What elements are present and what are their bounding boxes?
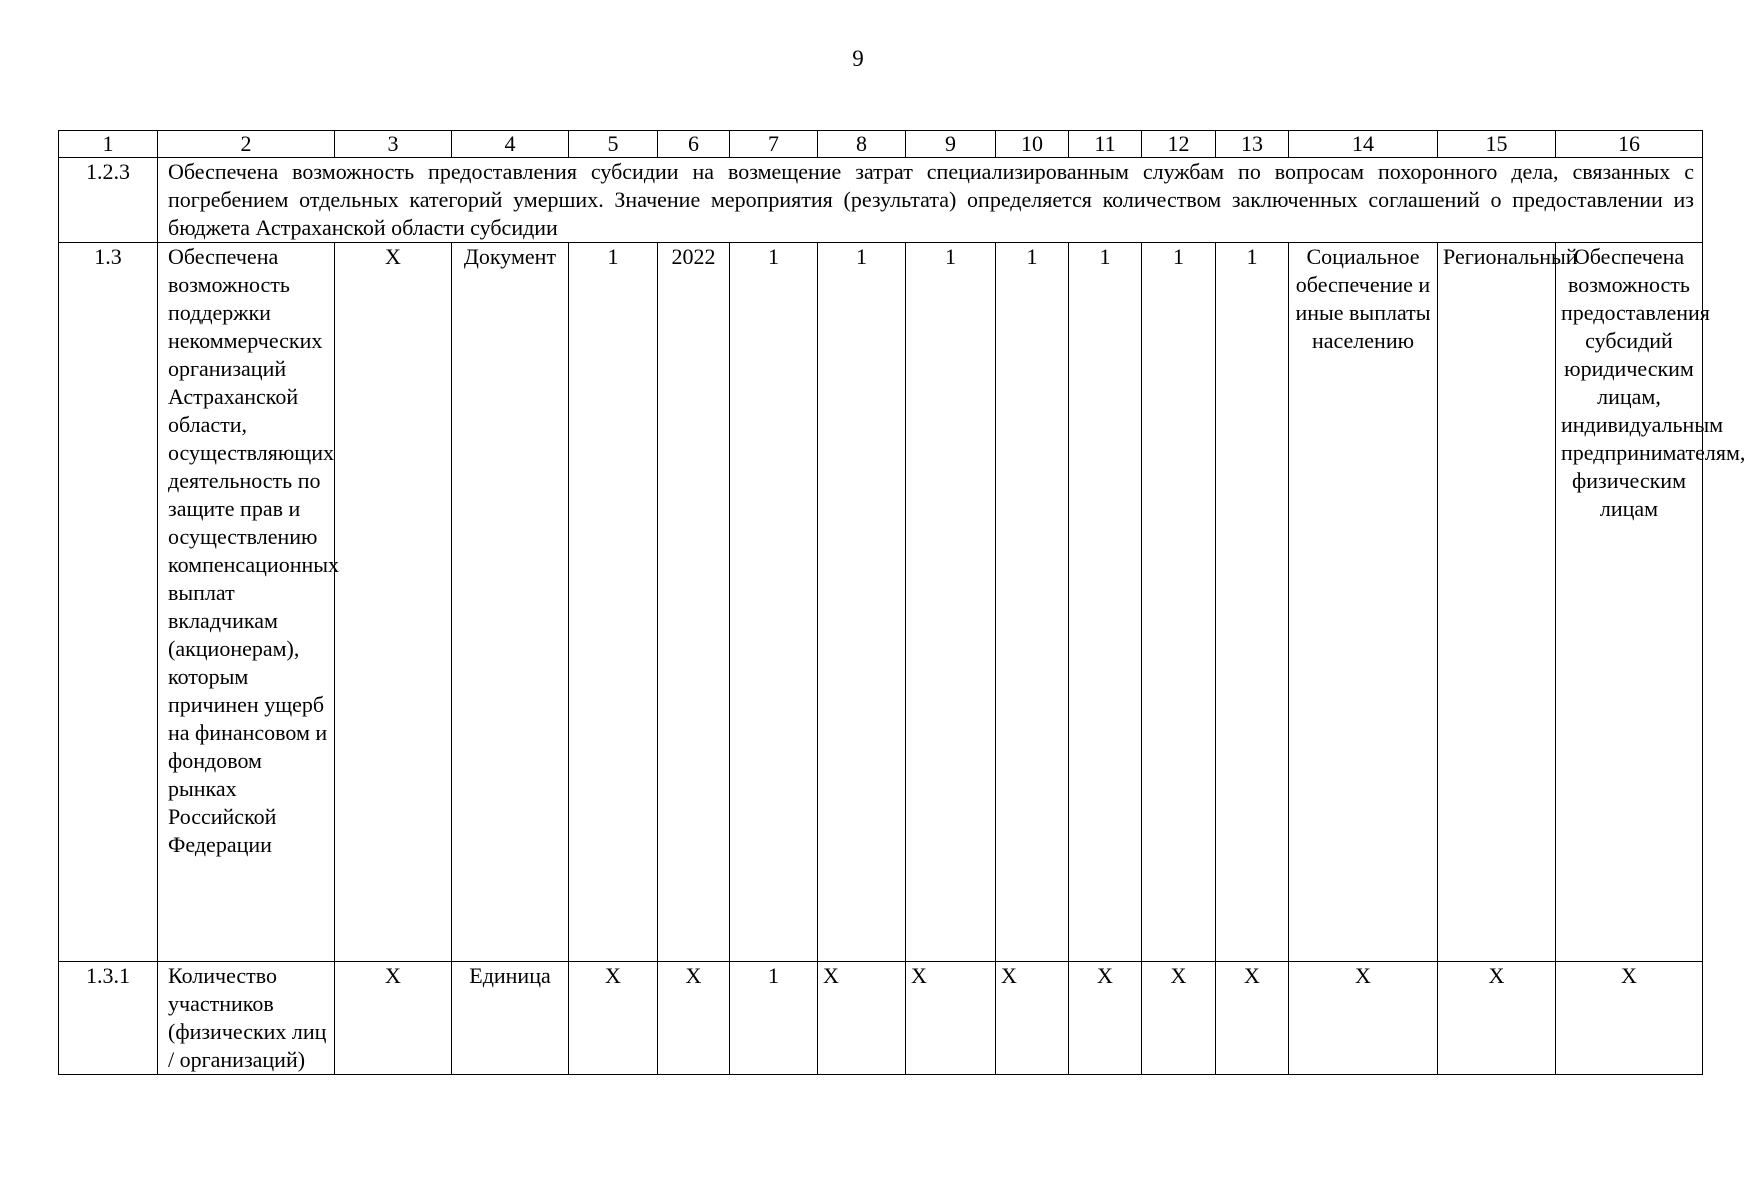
row-number: 1.3.1	[59, 962, 158, 1075]
unit-cell: Документ	[452, 243, 569, 962]
header-cell: 6	[658, 131, 730, 158]
level-cell: Региональный	[1438, 243, 1556, 962]
cell-col-12: 1	[1142, 243, 1216, 962]
cell-col-6: X	[658, 962, 730, 1075]
header-cell: 7	[730, 131, 818, 158]
header-cell: 12	[1142, 131, 1216, 158]
cell-col-7: 1	[730, 243, 818, 962]
cell-col-5: 1	[569, 243, 658, 962]
result-description-cell: Обеспечена возможность предоставления субсидий юридическим лицам, индивидуальным предпринимателям, физическим лицам	[1556, 243, 1703, 962]
header-cell: 2	[158, 131, 335, 158]
header-row	[59, 131, 1703, 158]
header-cell: 16	[1556, 131, 1703, 158]
cell-col-13: X	[1216, 962, 1289, 1075]
cell-col-10: 1	[996, 243, 1069, 962]
cell-col-5: X	[569, 962, 658, 1075]
measures-table	[58, 130, 1745, 1075]
cell-col-9: X	[906, 962, 996, 1075]
cell-col-15: X	[1438, 962, 1556, 1075]
header-cell: 1	[59, 131, 158, 158]
table-row-1-3	[59, 243, 1703, 962]
header-cell: 8	[818, 131, 906, 158]
header-cell: 4	[452, 131, 569, 158]
header-cell: 11	[1069, 131, 1142, 158]
cell-col-16: X	[1556, 962, 1703, 1075]
row-number: 1.2.3	[59, 158, 158, 243]
cell-col-11: 1	[1069, 243, 1142, 962]
year-cell: 2022	[658, 243, 730, 962]
cell-col-9: 1	[906, 243, 996, 962]
header-cell: 5	[569, 131, 658, 158]
header-cell: 3	[335, 131, 452, 158]
cell-col-14: X	[1289, 962, 1438, 1075]
cell-col-3: X	[335, 243, 452, 962]
header-cell: 9	[906, 131, 996, 158]
header-cell: 15	[1438, 131, 1556, 158]
cell-col-8: X	[818, 962, 906, 1075]
header-cell: 10	[996, 131, 1069, 158]
cell-col-13: 1	[1216, 243, 1289, 962]
header-cell: 13	[1216, 131, 1289, 158]
table-row-1-2-3	[59, 158, 1703, 243]
indicator-name: Количество участников (физических лиц / организаций)	[158, 962, 335, 1075]
cell-col-12: X	[1142, 962, 1216, 1075]
row-description: Обеспечена возможность предоставления субсидии на возмещение затрат специализированным службам по вопросам похоронного дела, связанных с погребением отдельных категорий умерших. Значение мероприятия (результата) определяется количеством заключенных соглашений о предоставлении из бюджета Астраханской области субсидии	[158, 158, 1703, 243]
header-cell: 14	[1289, 131, 1438, 158]
cell-col-11: X	[1069, 962, 1142, 1075]
table-row-1-3-1	[59, 962, 1703, 1075]
cell-col-8: 1	[818, 243, 906, 962]
cell-col-7: 1	[730, 962, 818, 1075]
page-number: 9	[852, 46, 864, 71]
row-number: 1.3	[59, 243, 158, 962]
measure-name: Обеспечена возможность поддержки некоммерческих организаций Астраханской области, осуществляющих деятельность по защите прав и осуществлению компенсационных выплат вкладчикам (акционерам), которым причинен ущерб на финансовом и фондовом рынках Российской Федерации	[158, 243, 335, 962]
cell-col-3: X	[335, 962, 452, 1075]
expense-type-cell: Социальное обеспечение и иные выплаты населению	[1289, 243, 1438, 962]
unit-cell: Единица	[452, 962, 569, 1075]
cell-col-10: X	[996, 962, 1069, 1075]
